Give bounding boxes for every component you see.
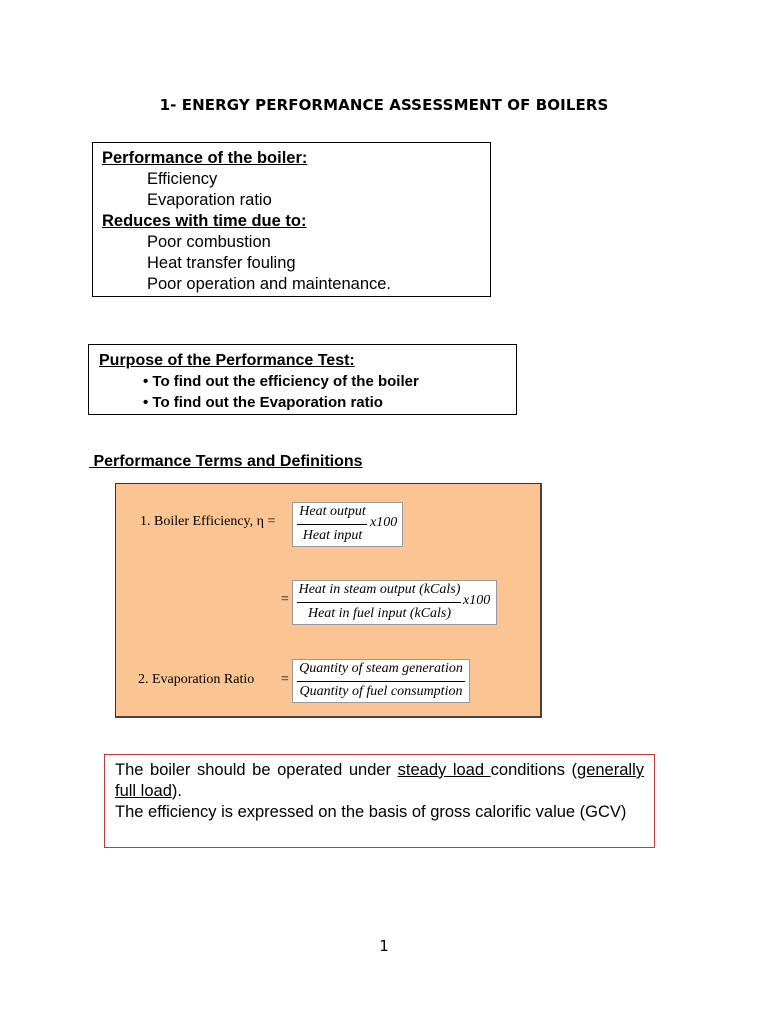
page-number: 1 [379, 937, 389, 955]
note-text: The boiler should be operated under [115, 761, 398, 779]
equals-sign: = [281, 672, 289, 687]
purpose-box [88, 344, 517, 415]
fraction-bar [297, 524, 367, 525]
equals-sign: = [281, 592, 289, 607]
fraction-numerator: Heat in steam output (kCals) [298, 582, 461, 597]
list-item: • To find out the Evaporation ratio [143, 394, 383, 411]
fraction-bar [297, 602, 461, 603]
purpose-heading: Purpose of the Performance Test: [99, 352, 355, 369]
evaporation-ratio-fraction [292, 659, 470, 703]
fraction-numerator: Heat output [299, 504, 366, 519]
note-underlined-text: steady load [397, 761, 491, 779]
fraction-denominator: Heat input [302, 528, 363, 543]
list-item: Efficiency [147, 170, 218, 188]
list-item: Evaporation ratio [147, 191, 272, 209]
list-item: • To find out the efficiency of the boiler [143, 373, 419, 390]
note-underlined-text: generally full load [115, 761, 644, 800]
section-heading: Performance Terms and Definitions [89, 453, 363, 470]
list-item: Heat transfer fouling [147, 254, 296, 272]
multiplier: x100 [370, 515, 398, 530]
efficiency-fraction-kcals [292, 580, 497, 625]
evaporation-ratio-label: 2. Evaporation Ratio [138, 672, 255, 687]
list-item: Poor combustion [147, 233, 271, 251]
boiler-efficiency-label: 1. Boiler Efficiency, η = [140, 514, 276, 529]
note-text: conditions ( [490, 761, 578, 779]
reduces-heading: Reduces with time due to: [102, 212, 307, 230]
fraction-bar [297, 681, 465, 682]
fraction-numerator: Quantity of steam generation [299, 661, 463, 676]
list-item: Poor operation and maintenance. [147, 275, 392, 293]
performance-heading: Performance of the boiler: [102, 149, 308, 167]
multiplier: x100 [463, 593, 491, 608]
page-title: 1- ENERGY PERFORMANCE ASSESSMENT OF BOILERS [159, 96, 609, 114]
boiler-performance-box [92, 142, 491, 297]
note-line-2: The efficiency is expressed on the basis of gross calorific value (GCV) [115, 803, 627, 821]
note-text: ). [171, 782, 182, 800]
fraction-denominator: Heat in fuel input (kCals) [307, 606, 452, 621]
efficiency-fraction [292, 502, 403, 547]
fraction-denominator: Quantity of fuel consumption [299, 684, 463, 699]
formula-figure [115, 483, 542, 718]
operating-conditions-note [104, 754, 655, 848]
